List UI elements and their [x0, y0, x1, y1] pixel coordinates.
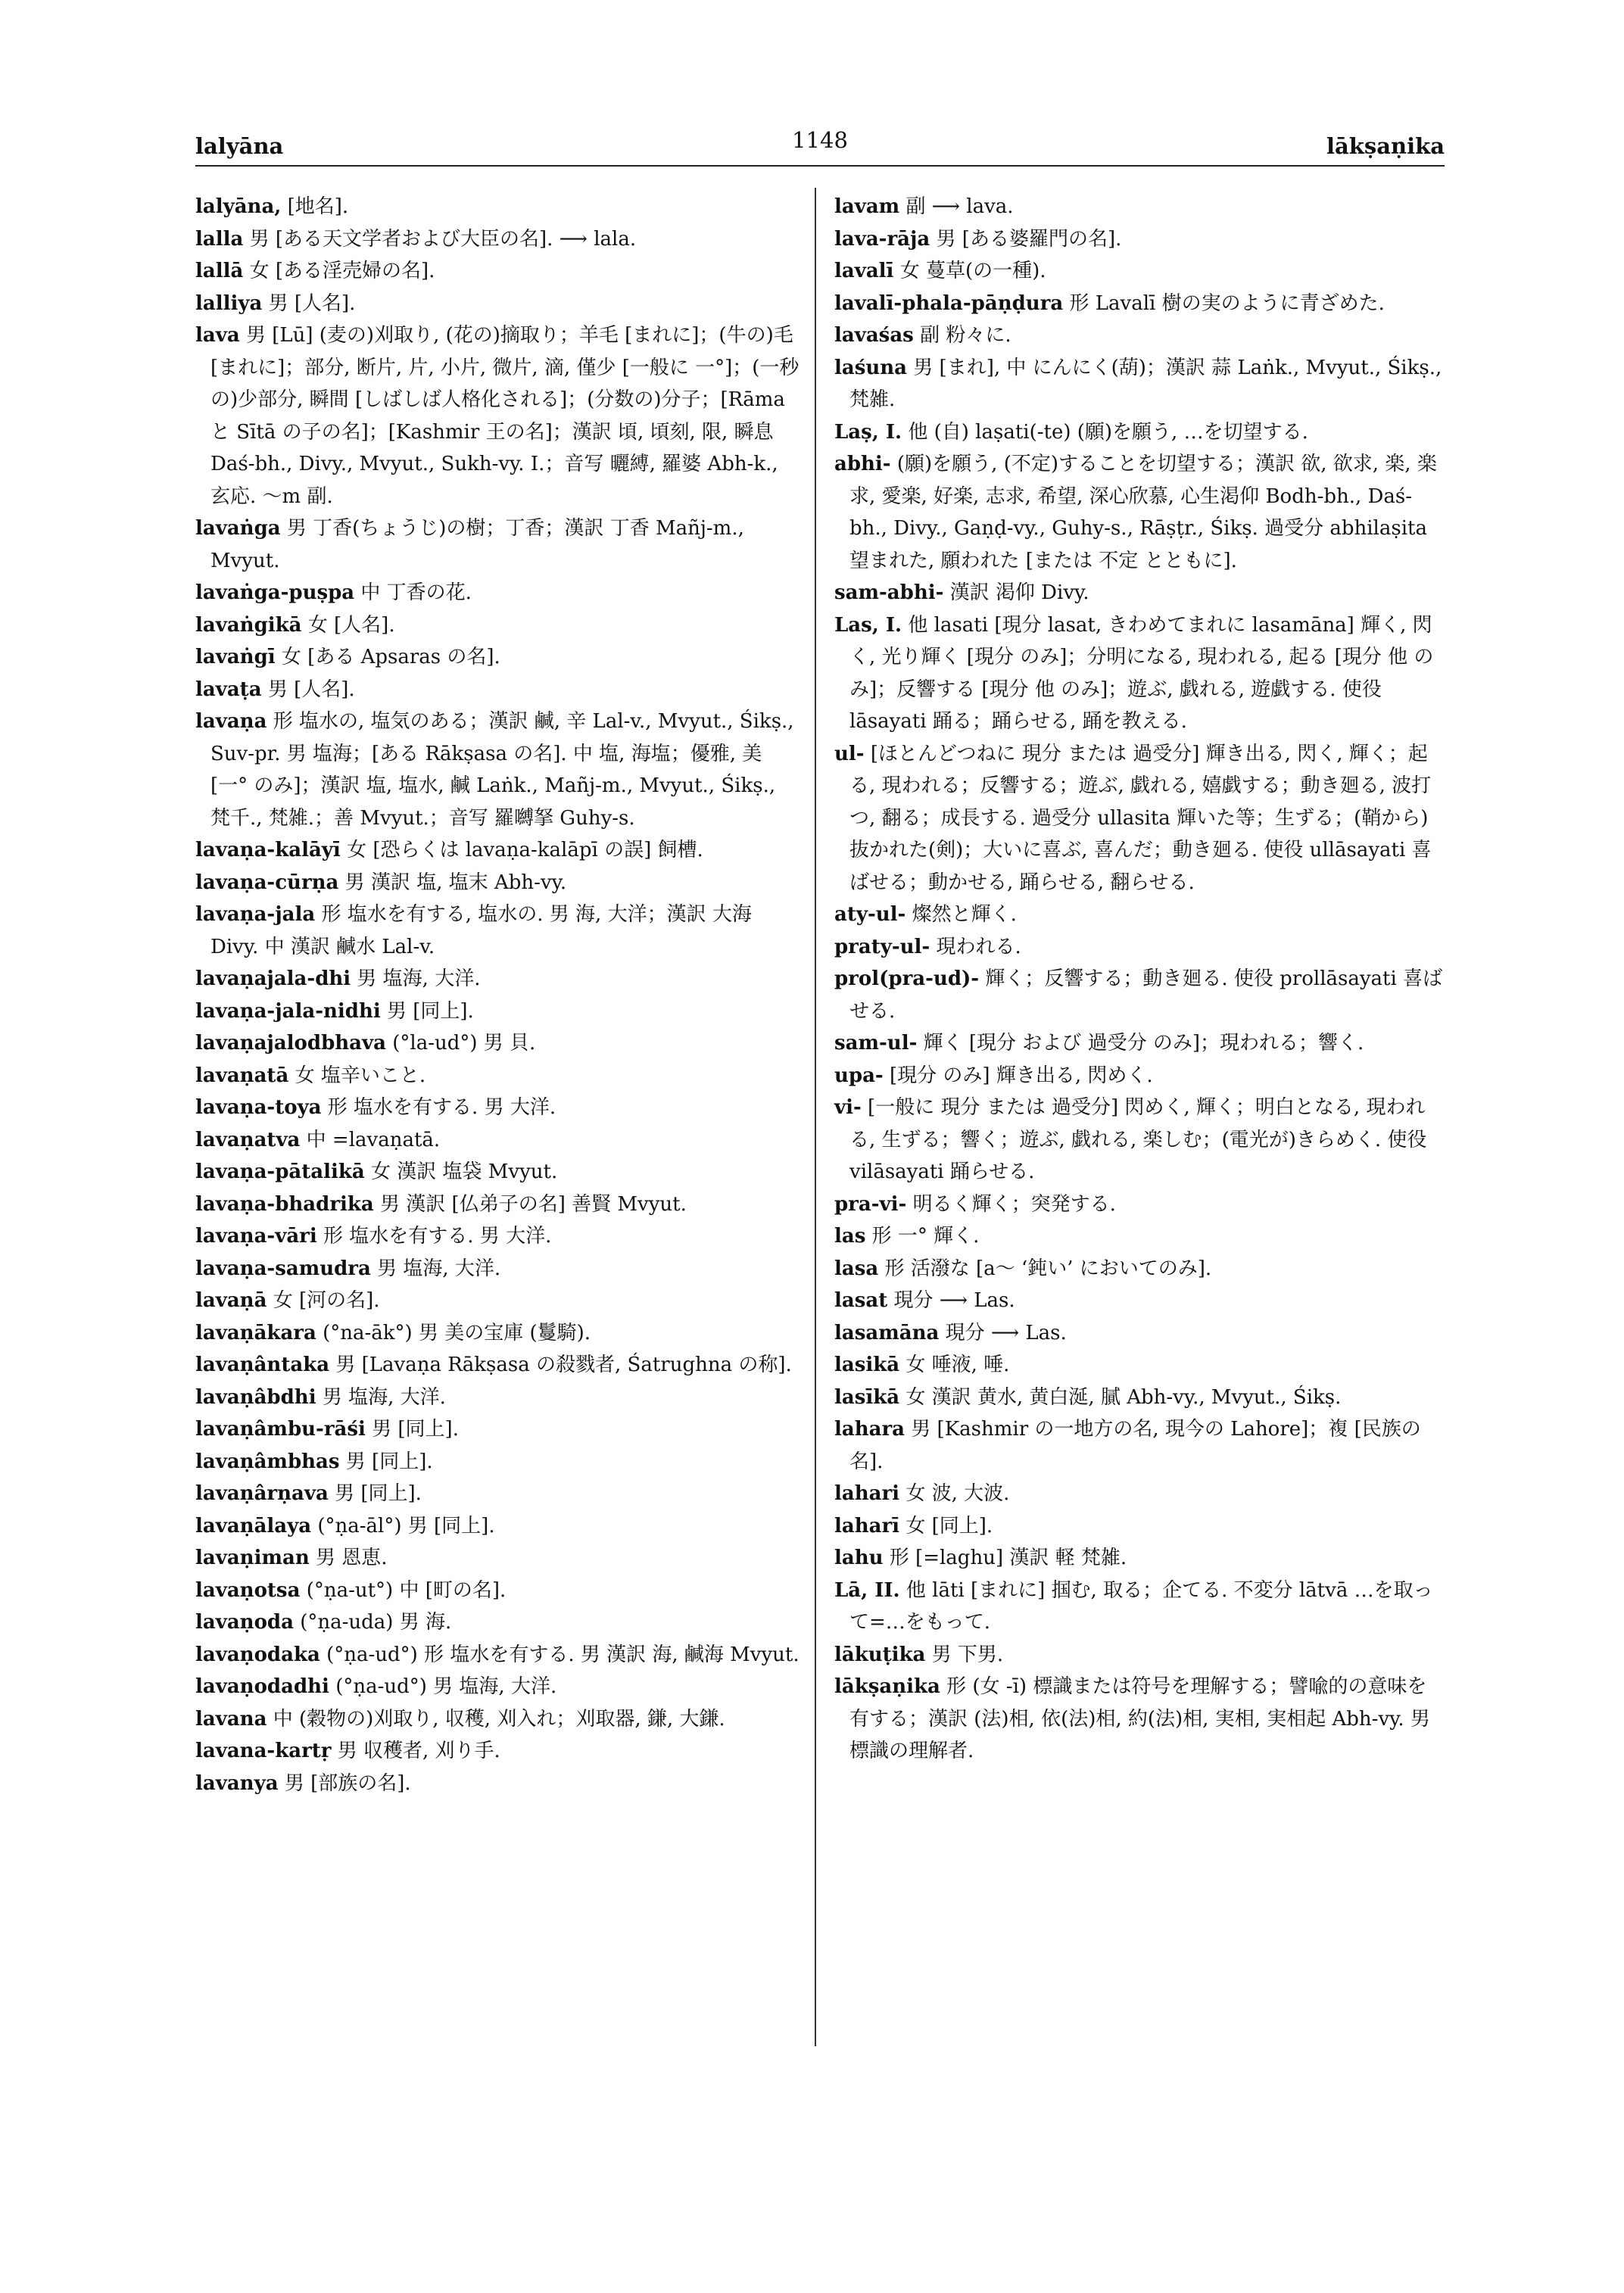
entry-definition: 形 塩水を有する. 男 大洋.: [323, 1225, 552, 1248]
column-divider: [815, 188, 816, 2046]
entry-headword: lavaṇâbdhi: [195, 1385, 316, 1409]
entry-headword: lavaṇodadhi: [195, 1675, 329, 1698]
page-number: 1148: [792, 127, 848, 153]
entry-headword: lavaṅga: [195, 517, 281, 540]
entry-definition: 他 (自) laṣati(-te) (願)を願う, …を切望する.: [908, 420, 1308, 444]
entry-headword: lavam: [834, 195, 900, 218]
dictionary-entry: [195, 1606, 801, 1639]
entry-definition: 男 [同上].: [387, 999, 474, 1023]
entry-definition: 形 (女 -ī) 標識または符号を理解する；譬喩的の意味を有する；漢訳 (法)相, 依(法)相, 約(法)相, 実相, 実相起 Abh-vy. 男 標識の理解者.: [849, 1675, 1430, 1762]
dictionary-entry: [195, 867, 801, 899]
entry-definition: 女 [人名].: [307, 613, 395, 637]
entry-definition: 副 粉々に.: [920, 324, 1011, 347]
dictionary-entry: [195, 1768, 801, 1800]
entry-headword: lavaṇa-toya: [195, 1096, 322, 1119]
dictionary-entry: [834, 577, 1446, 609]
entry-headword: lavaṇiman: [195, 1547, 310, 1569]
dictionary-entry: [834, 1092, 1446, 1189]
dictionary-entry: [195, 1575, 801, 1607]
dictionary-entry: [834, 1510, 1446, 1543]
entry-definition: 女 [ある淫売婦の名].: [249, 260, 435, 282]
entry-headword: lavalī-phala-pāṇḍura: [834, 291, 1064, 315]
entry-headword: las: [834, 1225, 866, 1248]
entry-definition: 燦然と輝く.: [912, 903, 1017, 926]
dictionary-entry: [195, 223, 801, 256]
dictionary-entry: [195, 1220, 801, 1253]
entry-headword: lavaṇa: [195, 710, 267, 733]
dictionary-entry: [195, 834, 801, 867]
entry-definition: 副 ⟶ lava.: [906, 195, 1014, 218]
dictionary-entry: [834, 1060, 1446, 1092]
entry-headword: lavaṇâmbhas: [195, 1450, 340, 1473]
entry-definition: 男 丁香(ちょうじ)の樹；丁香；漢訳 丁香 Mañj-m., Mvyut.: [210, 517, 744, 572]
entry-headword: lasamāna: [834, 1321, 940, 1344]
entry-definition: 明るく輝く；突発する.: [912, 1192, 1116, 1216]
entry-headword: lavaṇântaka: [195, 1354, 330, 1376]
entry-definition: 男 [同上].: [345, 1450, 433, 1473]
entry-headword: Lā, II.: [834, 1578, 900, 1602]
entry-headword: lahu: [834, 1547, 884, 1569]
entry-definition: 男 [部族の名].: [284, 1771, 411, 1795]
entry-definition: 輝く；反響する；動き廻る. 使役 prollāsayati 喜ばせる.: [849, 967, 1443, 1023]
entry-headword: Las, I.: [834, 613, 902, 637]
entry-definition: [ほとんどつねに 現分 または 過受分] 輝き出る, 閃く, 輝く；起る, 現われる；反響する；遊ぶ, 戯れる, 嬉戯する；動き廻る, 波打つ, 翻る；成長する. 過受分 ullasita 輝いた等；生ずる；(鞘から)抜かれた(剣)；大いに喜ぶ, 喜んだ；動き廻る. 使役 ullāsayati 喜ばせる；動かせる, 踊らせる, 翻らせる.: [849, 742, 1432, 894]
dictionary-entry: [195, 1542, 801, 1575]
dictionary-entry: [834, 1285, 1446, 1317]
entry-headword: lavaṇatā: [195, 1064, 289, 1087]
dictionary-entry: [834, 1317, 1446, 1350]
dictionary-entry: [195, 995, 801, 1028]
entry-headword: lavaṇa-jala: [195, 903, 316, 926]
entry-definition: 男 漢訳 塩, 塩末 Abh-vy.: [344, 871, 567, 894]
entry-definition: 男 塩海, 大洋.: [377, 1257, 501, 1280]
entry-definition: [一般に 現分 または 過受分] 閃めく, 輝く；明白となる, 現われる, 生ずる；響く；遊ぶ, 戯れる, 楽しむ；(電光が)きらめく. 使役 vilāsayati 踊らせる.: [849, 1096, 1427, 1183]
entry-definition: 男 [Lū] (麦の)刈取り, (花の)摘取り；羊毛 [まれに]；(牛の)毛 [まれに]；部分, 断片, 片, 小片, 微片, 滴, 僅少 [一般に 一°]；(一秒の)少部分, 瞬間 [しばしば人格化される]；(分数の)分子；[Rāma と Sītā の子の名]；[Kashmir 王の名]；漢訳 頃, 頃刻, 限, 瞬息 Daś-bh., Divy., Mvyut., Sukh-vy. I.；音写 曬縛, 羅婆 Abh-k., 玄応. ～m 副.: [210, 324, 800, 508]
dictionary-entry: [195, 1382, 801, 1414]
dictionary-entry: [195, 191, 801, 223]
entry-definition: 女 漢訳 塩袋 Mvyut.: [370, 1161, 558, 1183]
entry-headword: lavaṅgikā: [195, 613, 302, 637]
entry-headword: lavaṇajalodbhava: [195, 1032, 386, 1055]
entry-headword: abhi-: [834, 453, 891, 475]
entry-headword: lavaṅgī: [195, 646, 276, 668]
entry-headword: lākuṭika: [834, 1643, 926, 1666]
entry-headword: lavalī: [834, 260, 894, 282]
entry-headword: sam-abhi-: [834, 581, 944, 604]
dictionary-entry: [195, 512, 801, 577]
entry-definition: 男 [人名].: [268, 291, 356, 315]
dictionary-entry: [834, 288, 1446, 320]
dictionary-entry: [834, 191, 1446, 223]
entry-definition: 男 漢訳 [仏弟子の名] 善賢 Mvyut.: [380, 1192, 687, 1216]
entry-definition: 女 波, 大波.: [906, 1482, 1010, 1505]
entry-definition: 男 [同上].: [335, 1482, 422, 1505]
entry-headword: lalyāna,: [195, 195, 282, 218]
entry-definition: 男 下男.: [931, 1643, 1004, 1666]
entry-definition: 男 [Lavaṇa Rākṣasa の殺戮者, Śatrughna の称].: [335, 1354, 792, 1376]
entry-definition: 男 塩海, 大洋.: [357, 967, 481, 990]
entry-headword: lavaṇotsa: [195, 1578, 301, 1602]
entry-headword: lākṣaṇika: [834, 1675, 940, 1698]
entry-headword: lavaṇârṇava: [195, 1482, 329, 1505]
entry-definition: 形 活潑な [a～ ‘鈍い’ においてのみ].: [884, 1257, 1212, 1280]
entry-definition: 男 [ある婆羅門の名].: [936, 227, 1122, 251]
dictionary-entry: [195, 706, 801, 834]
entry-headword: lavaṭa: [195, 678, 262, 701]
entry-headword: lasikā: [834, 1354, 900, 1376]
entry-headword: lavaṇa-pātalikā: [195, 1161, 365, 1183]
dictionary-entry: [834, 899, 1446, 931]
entry-definition: 女 [ある Apsaras の名].: [281, 646, 500, 668]
entry-definition: 中 =lavaṇatā.: [306, 1128, 441, 1151]
entry-headword: lavaṇa-kalāyī: [195, 839, 341, 861]
entry-headword: lavaṇâmbu-rāśi: [195, 1418, 366, 1441]
entry-headword: lavaṅga-puṣpa: [195, 581, 355, 604]
page-header: [195, 127, 1445, 165]
dictionary-entry: [195, 1189, 801, 1221]
dictionary-entry: [195, 1349, 801, 1382]
entry-definition: 男 収穫者, 刈り手.: [337, 1740, 500, 1762]
dictionary-entry: [834, 1220, 1446, 1253]
entry-headword: lava-rāja: [834, 227, 930, 251]
entry-definition: 現分 ⟶ Las.: [893, 1289, 1015, 1312]
dictionary-entry: [834, 1478, 1446, 1510]
dictionary-entry: [834, 1382, 1446, 1414]
entry-headword: lahari: [834, 1482, 900, 1505]
dictionary-entry: [195, 1285, 801, 1317]
dictionary-entry: [834, 1575, 1446, 1639]
entry-headword: sam-ul-: [834, 1032, 918, 1055]
entry-headword: lasa: [834, 1257, 879, 1280]
dictionary-entry: [195, 1092, 801, 1124]
entry-definition: 女 塩辛いこと.: [295, 1064, 426, 1087]
entry-headword: lavaṇālaya: [195, 1514, 312, 1537]
entry-definition: 中 丁香の花.: [360, 581, 472, 604]
header-left-guideword: lalyāna: [195, 133, 284, 159]
dictionary-entry: [195, 288, 801, 320]
dictionary-entry: [195, 1671, 801, 1703]
entry-headword: lavaṇā: [195, 1289, 267, 1312]
entry-headword: aty-ul-: [834, 903, 906, 926]
dictionary-entry: [834, 738, 1446, 899]
dictionary-entry: [834, 1349, 1446, 1382]
dictionary-entry: [834, 1671, 1446, 1768]
entry-definition: 形 塩水を有する. 男 大洋.: [327, 1096, 556, 1119]
entry-definition: 女 [河の名].: [273, 1289, 380, 1312]
dictionary-entry: [195, 1124, 801, 1157]
entry-definition: 形 [=laghu] 漢訳 軽 梵雑.: [889, 1547, 1127, 1569]
dictionary-entry: [195, 577, 801, 609]
entry-definition: (°ṇa-ud°) 男 塩海, 大洋.: [335, 1675, 557, 1698]
entry-headword: lavaṇa-cūrṇa: [195, 871, 339, 894]
entry-definition: 現分 ⟶ Las.: [945, 1321, 1067, 1344]
dictionary-entry: [834, 352, 1446, 416]
entry-headword: prol(pra-ud)-: [834, 967, 980, 990]
entry-definition: 形 塩水の, 塩気のある；漢訳 鹹, 辛 Lal-v., Mvyut., Śikṣ., Suv-pr. 男 塩海；[ある Rākṣasa の名]. 中 塩, 海塩；優雅, 美 [一° のみ]；漢訳 塩, 塩水, 鹹 Laṅk., Mañj-m., Mvyut., Śikṣ., 梵千., 梵雑.；善 Mvyut.；音写 羅嚩拏 Guhy-s.: [210, 710, 794, 830]
entry-definition: (°ṇa-uda) 男 海.: [300, 1611, 452, 1634]
entry-headword: lavanya: [195, 1771, 279, 1795]
entry-headword: lahara: [834, 1418, 906, 1441]
entry-definition: 女 漢訳 黄水, 黄白涎, 膩 Abh-vy., Mvyut., Śikṣ.: [906, 1385, 1342, 1409]
dictionary-entry: [195, 1478, 801, 1510]
entry-headword: lavaṇākara: [195, 1321, 316, 1344]
entry-headword: lava: [195, 324, 240, 347]
entry-definition: 中 (穀物の)刈取り, 収穫, 刈入れ；刈取器, 鎌, 大鎌.: [273, 1707, 725, 1731]
header-rule: [195, 165, 1445, 167]
dictionary-entry: [834, 1639, 1446, 1671]
entry-headword: lavaṇodaka: [195, 1643, 320, 1666]
entry-headword: lavaṇoda: [195, 1611, 294, 1634]
entry-definition: (°ṇa-āl°) 男 [同上].: [317, 1514, 495, 1537]
dictionary-entry: [195, 1253, 801, 1285]
dictionary-entry: [834, 1027, 1446, 1060]
dictionary-entry: [195, 1156, 801, 1189]
entry-headword: lavaṇajala-dhi: [195, 967, 351, 990]
dictionary-entry: [834, 1189, 1446, 1221]
left-column: [195, 191, 801, 1799]
entry-definition: 他 lāti [まれに] 掴む, 取る；企てる. 不変分 lātvā …を取って=…をもって.: [849, 1578, 1433, 1634]
entry-headword: pra-vi-: [834, 1192, 907, 1216]
dictionary-entry: [195, 1735, 801, 1768]
dictionary-entry: [834, 255, 1446, 288]
entry-definition: (°ṇa-ud°) 形 塩水を有する. 男 漢訳 海, 鹹海 Mvyut.: [326, 1643, 800, 1666]
entry-definition: 女 [同上].: [906, 1514, 993, 1537]
dictionary-entry: [195, 319, 801, 512]
dictionary-entry: [834, 1253, 1446, 1285]
entry-headword: lalliya: [195, 291, 263, 315]
right-column: [834, 191, 1446, 1768]
entry-headword: lavaṇa-bhadrika: [195, 1192, 374, 1216]
entry-definition: 形 一° 輝く.: [871, 1225, 980, 1248]
header-right-guideword: lākṣaṇika: [1326, 133, 1445, 159]
entry-headword: lavaṇa-jala-nidhi: [195, 999, 381, 1023]
dictionary-entry: [834, 223, 1446, 256]
dictionary-entry: [195, 1060, 801, 1092]
dictionary-entry: [834, 1413, 1446, 1478]
entry-definition: 形 Lavalī 樹の実のように青ざめた.: [1069, 291, 1385, 315]
entry-headword: lasat: [834, 1289, 888, 1312]
dictionary-entry: [834, 963, 1446, 1027]
dictionary-entry: [195, 963, 801, 995]
entry-headword: ul-: [834, 742, 865, 765]
entry-definition: 男 塩海, 大洋.: [322, 1385, 446, 1409]
entry-headword: lasīkā: [834, 1385, 900, 1409]
entry-definition: 男 恩恵.: [315, 1547, 388, 1569]
entry-definition: 男 [人名].: [267, 678, 355, 701]
dictionary-entry: [834, 1542, 1446, 1575]
entry-headword: lalla: [195, 227, 244, 251]
dictionary-entry: [834, 319, 1446, 352]
entry-headword: lavaṇa-vāri: [195, 1225, 317, 1248]
entry-headword: lavaṇatva: [195, 1128, 301, 1151]
entry-definition: 男 [まれ], 中 にんにく(葫)；漢訳 蒜 Laṅk., Mvyut., Śikṣ., 梵雑.: [849, 356, 1442, 411]
entry-definition: 漢訳 渇仰 Divy.: [949, 581, 1089, 604]
dictionary-entry: [834, 448, 1446, 577]
entry-headword: Laṣ, I.: [834, 420, 902, 444]
entry-definition: 他 lasati [現分 lasat, きわめてまれに lasamāna] 輝く, 閃く, 光り輝く [現分 のみ]；分明になる, 現われる, 起る [現分 他 のみ]；反響する [現分 他 のみ]；遊ぶ, 戯れる, 遊戯する. 使役 lāsayati 踊る；踊らせる, 踊を教える.: [849, 613, 1434, 733]
dictionary-entry: [195, 609, 801, 642]
dictionary-entry: [195, 255, 801, 288]
entry-definition: 輝く [現分 および 過受分 のみ]；現われる；響く.: [923, 1032, 1364, 1055]
dictionary-entry: [195, 1413, 801, 1446]
entry-definition: 男 [Kashmir の一地方の名, 現今の Lahore]；複 [民族の名].: [849, 1418, 1421, 1473]
dictionary-entry: [195, 1639, 801, 1671]
entry-headword: laśuna: [834, 356, 908, 379]
entry-definition: 女 唾液, 唾.: [906, 1354, 1010, 1376]
entry-definition: (°ṇa-ut°) 中 [町の名].: [306, 1578, 507, 1602]
dictionary-entry: [195, 1703, 801, 1736]
entry-headword: vi-: [834, 1096, 862, 1119]
entry-definition: 男 [同上].: [372, 1418, 459, 1441]
entry-definition: 女 [恐らくは lavaṇa-kalāpī の誤] 飼槽.: [347, 839, 703, 861]
dictionary-entry: [195, 899, 801, 963]
entry-definition: (°la-ud°) 男 貝.: [392, 1032, 536, 1055]
dictionary-entry: [195, 1317, 801, 1350]
entry-headword: lallā: [195, 260, 244, 282]
entry-headword: praty-ul-: [834, 935, 930, 958]
dictionary-entry: [195, 1446, 801, 1478]
dictionary-entry: [195, 674, 801, 706]
entry-definition: [地名].: [287, 195, 349, 218]
entry-definition: 女 蔓草(の一種).: [899, 260, 1046, 282]
entry-headword: upa-: [834, 1064, 884, 1087]
dictionary-entry: [834, 609, 1446, 738]
entry-definition: 形 塩水を有する, 塩水の. 男 海, 大洋；漢訳 大海 Divy. 中 漢訳 鹹水 Lal-v.: [210, 903, 752, 958]
entry-headword: lavana: [195, 1707, 267, 1731]
entry-definition: 男 [ある天文学者および大臣の名]. ⟶ lala.: [249, 227, 637, 251]
entry-headword: lavana-kartṛ: [195, 1740, 332, 1762]
dictionary-entry: [834, 416, 1446, 449]
dictionary-entry: [195, 1510, 801, 1543]
dictionary-entry: [195, 1027, 801, 1060]
dictionary-entry: [195, 641, 801, 674]
entry-definition: 現われる.: [936, 935, 1021, 958]
entry-definition: (°na-āk°) 男 美の宝庫 (鬘騎).: [323, 1321, 591, 1344]
entry-definition: [現分 のみ] 輝き出る, 閃めく.: [890, 1064, 1153, 1087]
entry-definition: (願)を願う, (不定)することを切望する；漢訳 欲, 欲求, 楽, 楽求, 愛楽, 好楽, 志求, 希望, 深心欣慕, 心生渇仰 Bodh-bh., Daś-bh., Divy., Gaṇḍ-vy., Guhy-s., Rāṣṭr., Śikṣ. 過受分 abhilaṣita 望まれた, 願われた [または 不定 とともに].: [849, 453, 1437, 572]
entry-headword: laharī: [834, 1514, 900, 1537]
dictionary-entry: [834, 931, 1446, 964]
entry-headword: lavaṇa-samudra: [195, 1257, 371, 1280]
entry-headword: lavaśas: [834, 324, 914, 347]
